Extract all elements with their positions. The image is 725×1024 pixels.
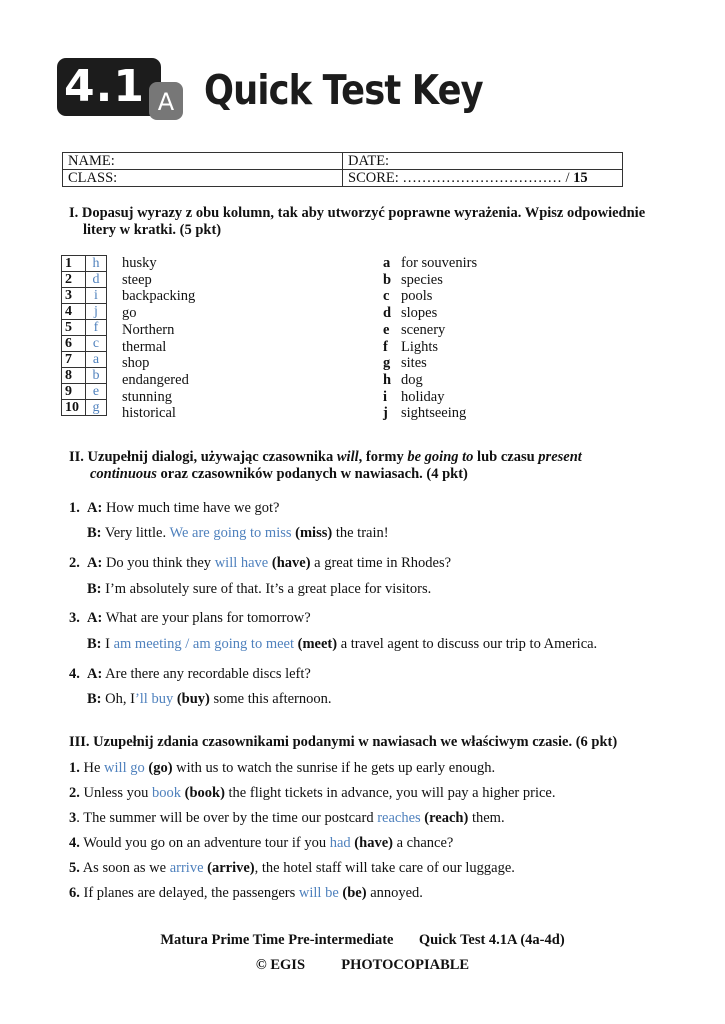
answer: am meeting / am going to meet	[113, 636, 294, 652]
sentence-4: 4. Would you go on an adventure tour if you had (have) a chance?	[69, 835, 454, 851]
item-number: 3	[62, 288, 86, 304]
score-total: 15	[573, 170, 588, 186]
left-word: stunning	[122, 388, 172, 405]
right-word	[383, 305, 477, 322]
right-word	[383, 272, 477, 289]
left-word: thermal	[122, 338, 167, 355]
score-field	[343, 170, 623, 187]
answer-letter: i	[86, 288, 107, 304]
right-word	[383, 372, 477, 389]
class-field: CLASS:	[63, 170, 343, 187]
answer-letter: a	[86, 352, 107, 368]
dialogue-2-a: 2. A: Do you think they will have (have) a great time in Rhodes?	[69, 555, 452, 571]
item-number: 10	[62, 400, 86, 416]
option-letter: j	[383, 405, 388, 422]
answer: had	[329, 835, 351, 851]
left-word: backpacking	[122, 288, 196, 305]
key-row	[62, 288, 107, 304]
section-2-title-line1: II. Uzupełnij dialogi, używając czasownika will, formy be going to lub czasu present	[69, 449, 582, 465]
item-number: 8	[62, 368, 86, 384]
answer-key-table	[61, 255, 107, 416]
sentence-6: 6. If planes are delayed, the passengers will be (be) annoyed.	[69, 885, 423, 901]
answer-letter: d	[86, 272, 107, 288]
dialogue-4-a: 4. A: Are there any recordable discs left?	[69, 666, 311, 682]
right-word	[383, 389, 477, 406]
left-word: steep	[122, 271, 152, 288]
option-text: pools	[401, 288, 433, 305]
answer-letter: f	[86, 320, 107, 336]
section-1-title	[69, 205, 645, 239]
option-text: for souvenirs	[401, 255, 478, 271]
option-text: species	[401, 271, 443, 288]
dialogue-3-b: B: I am meeting / am going to meet (meet) a travel agent to discuss our trip to America.	[87, 636, 598, 652]
key-row	[62, 320, 107, 336]
left-word: go	[122, 305, 137, 322]
section-2-title	[69, 449, 582, 483]
dialogue-1-a: 1. A: How much time have we got?	[69, 500, 280, 516]
test-version-badge: A	[149, 82, 183, 120]
score-label: SCORE: …………………………… /	[348, 170, 574, 186]
dialogue-1-b: B: Very little. We are going to miss (miss) the train!	[87, 525, 389, 541]
item-number: 2	[62, 272, 86, 288]
answer: will have	[214, 555, 269, 571]
item-number: 9	[62, 384, 86, 400]
key-row	[62, 400, 107, 416]
sentence-2: 2. Unless you book (book) the flight tickets in advance, you will pay a higher price.	[69, 785, 556, 801]
answer: will be	[298, 885, 339, 901]
section-1-title-line1: I. Dopasuj wyrazy z obu kolumn, tak aby utworzyć poprawne wyrażenia. Wpisz odpowiednie	[69, 205, 646, 221]
option-letter: g	[383, 355, 391, 372]
left-word: endangered	[122, 371, 189, 388]
option-letter: h	[383, 371, 392, 388]
option-text: slopes	[401, 305, 438, 322]
answer-letter: c	[86, 336, 107, 352]
left-word: husky	[122, 255, 157, 271]
answer-letter: j	[86, 304, 107, 320]
key-row	[62, 336, 107, 352]
answer-letter: g	[86, 400, 107, 416]
answer: book	[151, 785, 181, 801]
option-text: Lights	[401, 338, 439, 355]
option-letter: c	[383, 288, 390, 305]
option-letter: i	[383, 388, 388, 405]
option-letter: d	[383, 305, 392, 322]
key-row	[62, 304, 107, 320]
option-letter: f	[383, 338, 388, 355]
sentence-5: 5. As soon as we arrive (arrive), the hotel staff will take care of our luggage.	[69, 860, 515, 876]
left-word: historical	[122, 405, 176, 422]
option-text: holiday	[401, 388, 445, 405]
key-row	[62, 256, 107, 272]
option-text: dog	[401, 371, 423, 388]
option-text: sightseeing	[401, 405, 467, 422]
dialogue-4-b: B: Oh, I’ll buy (buy) some this afternoon.	[87, 691, 332, 707]
key-row	[62, 352, 107, 368]
section-3-title: III. Uzupełnij zdania czasownikami podanymi w nawiasach we właściwym czasie. (6 pkt)	[69, 734, 618, 750]
left-word: shop	[122, 355, 150, 372]
option-letter: e	[383, 321, 390, 338]
answer: We are going to miss	[169, 525, 292, 541]
item-number: 1	[62, 256, 86, 272]
answer-letter: b	[86, 368, 107, 384]
right-word	[383, 288, 477, 305]
left-word: Northern	[122, 321, 175, 338]
item-number: 7	[62, 352, 86, 368]
item-number: 4	[62, 304, 86, 320]
right-word	[383, 322, 477, 339]
sentence-3: 3. The summer will be over by the time our postcard reaches (reach) them.	[69, 810, 505, 826]
page-title: Quick Test Key	[204, 66, 483, 114]
right-word	[383, 355, 477, 372]
answer-letter: e	[86, 384, 107, 400]
footer-line-1: Matura Prime Time Pre-intermediate Quick Test 4.1A (4a-4d)	[160, 932, 565, 948]
key-row	[62, 272, 107, 288]
right-word	[383, 255, 477, 272]
option-text: scenery	[401, 321, 446, 338]
option-letter: b	[383, 271, 392, 288]
item-number: 6	[62, 336, 86, 352]
dialogue-3-a: 3. A: What are your plans for tomorrow?	[69, 610, 311, 626]
answer: arrive	[169, 860, 204, 876]
right-word-list	[383, 255, 477, 422]
right-word	[383, 405, 477, 422]
section-2-title-line2: continuous oraz czasowników podanych w nawiasach. (4 pkt)	[90, 466, 468, 482]
answer: will go	[104, 760, 145, 776]
sentence-1: 1. He will go (go) with us to watch the sunrise if he gets up early enough.	[69, 760, 496, 776]
answer: reaches	[377, 810, 421, 826]
answer: ’ll buy	[134, 691, 174, 707]
name-field: NAME:	[63, 153, 343, 170]
option-text: sites	[401, 355, 427, 372]
item-number: 5	[62, 320, 86, 336]
dialogue-2-b: B: I’m absolutely sure of that. It’s a great place for visitors.	[87, 581, 432, 597]
left-word-list	[122, 255, 195, 422]
answer-letter: h	[86, 256, 107, 272]
option-letter: a	[383, 255, 391, 271]
key-row	[62, 368, 107, 384]
footer-line-2: © EGIS PHOTOCOPIABLE	[255, 957, 470, 973]
test-number-badge: 4.1	[57, 58, 161, 116]
date-field: DATE:	[343, 153, 623, 170]
student-info-table	[62, 152, 623, 187]
key-row	[62, 384, 107, 400]
right-word	[383, 339, 477, 356]
section-1-title-line2: litery w kratki. (5 pkt)	[83, 222, 222, 238]
